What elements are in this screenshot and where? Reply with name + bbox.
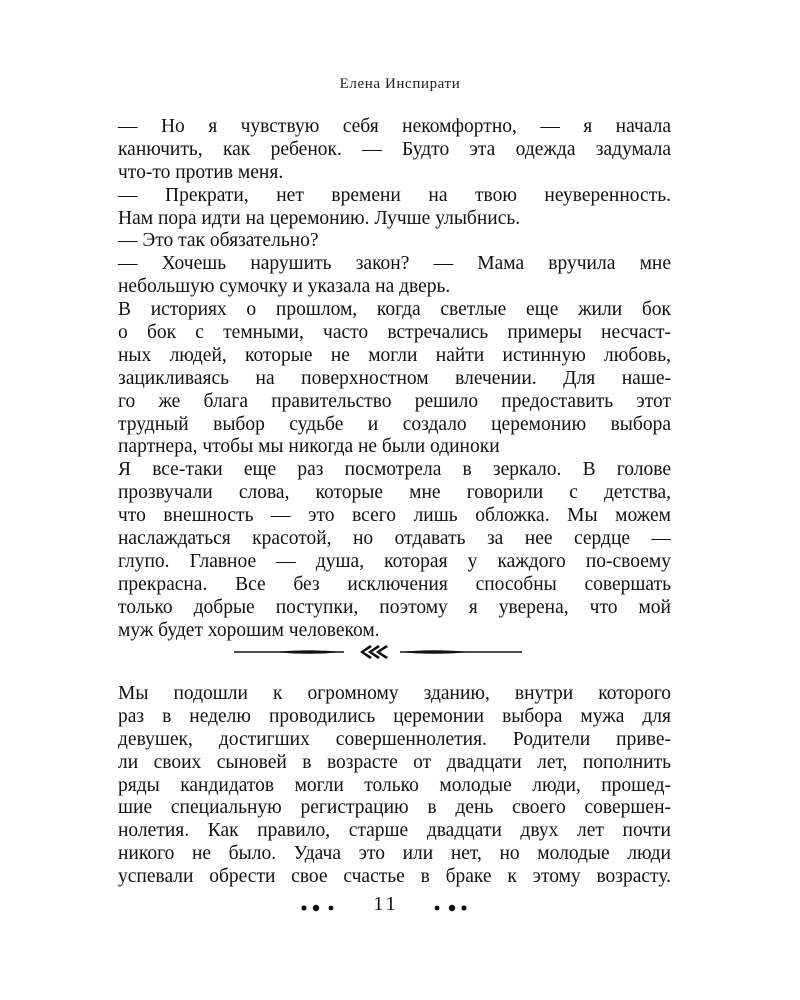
- text-line: го же блага правительство решило предоставить этот: [118, 390, 671, 412]
- text-section-2: [118, 683, 671, 889]
- text-line: партнера, чтобы мы никогда не были одиноки: [118, 436, 500, 458]
- text-line: никого не было. Удача это или нет, но молодые люди: [118, 843, 671, 865]
- running-head-author: Елена Инспирати: [339, 76, 461, 92]
- text-line: трудный выбор судьбе и создало церемонию выбора: [118, 413, 671, 435]
- section-divider-icon: [234, 640, 522, 664]
- text-line: небольшую сумочку и указала на дверь.: [118, 276, 451, 298]
- text-line: муж будет хорошим человеком.: [118, 619, 380, 641]
- text-line: наслаждаться красотой, но отдавать за нее сердце —: [118, 528, 671, 550]
- text-line: что-то против меня.: [118, 161, 284, 183]
- text-line: только добрые поступки, поэтому я уверена, что мой: [118, 596, 671, 618]
- moon-dots-left-icon: [298, 895, 356, 921]
- page-number: 11: [373, 893, 399, 915]
- text-line: ных людей, которые не могли найти истинную любовь,: [118, 344, 671, 366]
- text-line: что внешность — это всего лишь обложка. Мы можем: [118, 505, 671, 527]
- moon-dots-right-icon: [412, 895, 470, 921]
- text-line: успевали обрести свое счастье в браке к этому возрасту.: [118, 866, 671, 888]
- text-line: ли своих сыновей в возрасте от двадцати лет, пополнить: [118, 751, 671, 773]
- page-footer: [0, 893, 800, 923]
- text-line: Нам пора идти на церемонию. Лучше улыбнись.: [118, 207, 521, 229]
- text-line: прозвучали слова, которые мне говорили с детства,: [118, 482, 671, 504]
- text-line: ряды кандидатов могли только молодые люди, прошед-: [118, 774, 671, 796]
- text-line: нолетия. Как правило, старше двадцати двух лет почти: [118, 820, 671, 842]
- text-section-1: [118, 116, 671, 642]
- text-line: — Хочешь нарушить закон? — Мама вручила мне: [118, 253, 671, 275]
- text-line: Я все-таки еще раз посмотрела в зеркало. В голове: [118, 459, 671, 481]
- text-line: — Это так обязательно?: [118, 230, 319, 252]
- text-line: девушек, достигших совершеннолетия. Родители приве-: [118, 728, 671, 750]
- text-line: зацикливаясь на поверхностном влечении. Для наше-: [118, 367, 671, 389]
- text-line: Мы подошли к огромному зданию, внутри которого: [118, 683, 671, 704]
- text-line: канючить, как ребенок. — Будто эта одежда задумала: [118, 138, 671, 160]
- text-line: В историях о прошлом, когда светлые еще жили бок: [118, 299, 671, 321]
- text-line: о бок с темными, часто встречались примеры несчаст-: [118, 322, 671, 344]
- text-line: шие специальную регистрацию в день своего совершен-: [118, 797, 671, 819]
- text-line: раз в неделю проводились церемонии выбора мужа для: [118, 705, 671, 727]
- text-line: глупо. Главное — душа, которая у каждого по-своему: [118, 550, 671, 572]
- text-line: — Но я чувствую себя некомфортно, — я начала: [118, 116, 671, 137]
- text-line: прекрасна. Все без исключения способны совершать: [118, 573, 671, 595]
- text-line: — Прекрати, нет времени на твою неуверенность.: [118, 184, 671, 206]
